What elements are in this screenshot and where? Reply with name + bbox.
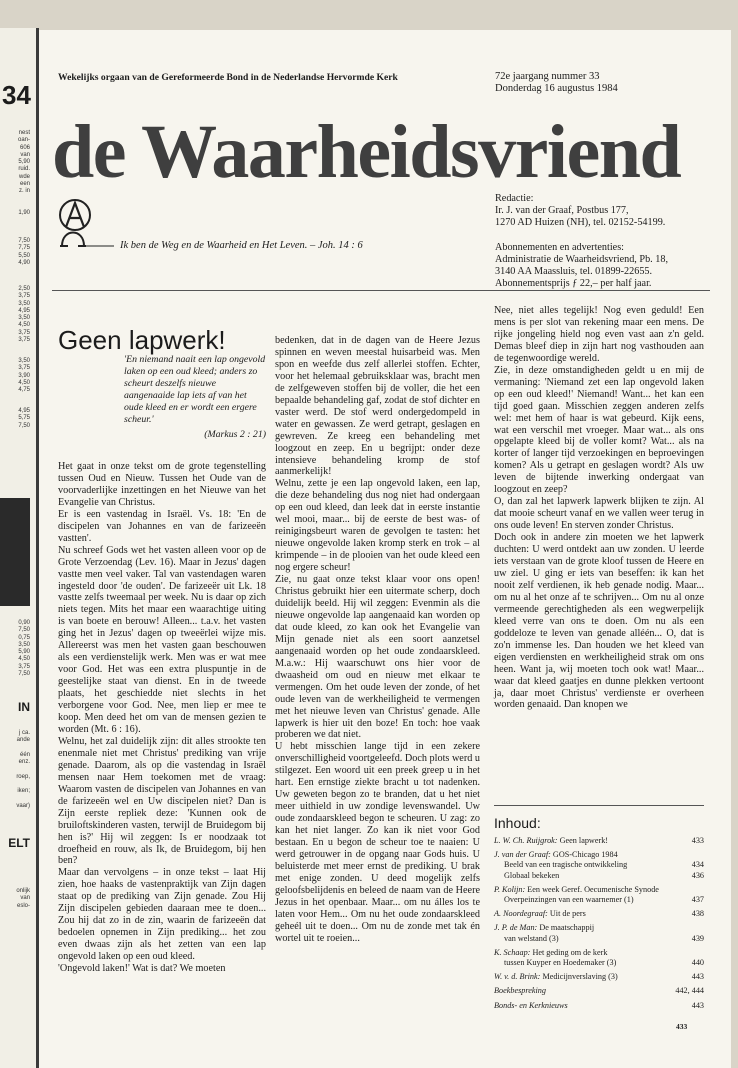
text-line: wde xyxy=(18,173,30,180)
text-line: een xyxy=(19,181,30,188)
paragraph: bedenken, dat in de dagen van de Heere Jezus spinnen en weven meestal huisarbeid was. Men spon en weefde dus zelf allerlei stoffen. Echter, voor het helemaal gebruiksklaar was, bracht men de zelfgeweven stoffen bij de voller, die het een bepaalde behandeling gaf, zodat de stof dichter en vaster werd. De stof werd ondergedompeld in water en gewassen. Ze werd getrapt, geslagen en gewreven. Ze kreeg een behandeling met loogzout en zeep. En u begrijpt: onder deze intensieve behandeling kromp de stof aanmerkelijk! xyxy=(275,335,480,478)
paragraph: 'Ongevold laken!' Wat is dat? We moeten xyxy=(58,963,226,975)
edge-column-f xyxy=(0,408,30,430)
edge-column-h xyxy=(0,730,30,810)
page-number: 433 xyxy=(676,1022,688,1031)
paragraph: U hebt misschien lange tijd in een zekere onverschilligheid voortgeleefd. Doch plots werd u stilgezet. Een woord uit een preek greep u in het hart. Een ernstige ziekte bracht u tot nadenken. Uw geweten begon zo te branden, dat u het niet meer uithield in uw zondige levenswandel. Uw oude zondaarskleed begon te scheuren. U zag: zo kan het niet langer. Zo kan ik niet voor God bestaan. En u begon de scheur toe te naaien: U werd getrouwer in de opgang naar Gods huis. U beluisterde met meer ernst de prediking. U brak met enige zonden. U deed mogelijk zelfs geloofsbelijdenis en beleed de naam van de Heere Jezus in het openbaar. Maar... om nu álles los te laten voor Hem... Om nu het oude zondaarskleed geheél uit te doen... Om nu de zonde met tak én wortel uit te roeien... xyxy=(275,741,480,944)
toc-author: Bonds- en Kerknieuws xyxy=(494,1000,568,1010)
text-line: Abonnementsprijs ƒ 22,– per half jaar. xyxy=(495,278,652,290)
paragraph: Doch ook in andere zin moeten we het lapwerk duchten: U werd ontdekt aan uw zonden. U leerde iets verstaan van de grote kloof tussen de Heere en uw ziel. U ging er iets van beseffen: ik kan het nooit zelf verdienen, ik heb genade nodig. Maar... om nu al het onze af te schrijven... Om nu al onze vermeende gerechtigheden als een wegwerpelijk kleed verre van ons te doen. Om nu als een goddeloze te leven van genade alléén... O, dat is zo'n immense les. Dan houden we het kleed van eigen verdiensten en werkheiligheid strak om ons heen. Want ja, wij moeten toch ook wat! Maar... waar dat kleed gaatjes en dunne plekken vertoont ja, daar moet Christus' verdienste er overheen worden genaaid. Dan knopen we xyxy=(494,532,704,711)
toc-entry xyxy=(494,836,704,846)
text-line: 4,50 xyxy=(18,656,30,663)
text-line: 1270 AD Huizen (NH), tel. 02152-54199. xyxy=(495,217,666,229)
edge-column-b xyxy=(0,210,30,217)
issue-volume: 72e jaargang nummer 33 xyxy=(495,71,600,82)
text-line: z. in xyxy=(18,188,30,195)
toc-line-text xyxy=(494,986,546,996)
text-line: enz. xyxy=(18,759,30,766)
text-line: 4,50 xyxy=(18,322,30,329)
toc-line-text xyxy=(494,958,616,968)
text-line: 7,50 xyxy=(18,422,30,429)
abonnementen-lines xyxy=(495,242,668,291)
text-line: 7,50 xyxy=(18,671,30,678)
text-line: 606 xyxy=(19,144,30,151)
toc-line-text xyxy=(494,1001,568,1011)
text-line: 3,50 xyxy=(18,300,30,307)
toc-line xyxy=(494,1001,704,1011)
paragraph: Het gaat in onze tekst om de grote tegenstelling tussen Oud en Nieuw. Tussen het Oude van de voorvaderlijke inzettingen en het Nieuwe van het Evangelie van Christus. xyxy=(58,461,266,508)
toc-line-text xyxy=(494,972,618,982)
edge-column-i xyxy=(0,888,30,910)
masthead-title: de Waarheidsvriend xyxy=(52,110,681,194)
text-line: iken; xyxy=(17,788,30,795)
tagline: Wekelijks orgaan van de Gereformeerde Bond in de Nederlandse Hervormde Kerk xyxy=(58,72,398,83)
edge-label-in: IN xyxy=(18,700,30,714)
edge-label-elt: ELT xyxy=(8,836,30,850)
toc-page: 437 xyxy=(691,895,704,905)
text-line: 7,50 xyxy=(18,238,30,244)
text-line: van xyxy=(20,895,30,902)
paragraph: Zie, nu gaat onze tekst klaar voor ons open! Christus gebruikt hier een uitermate scherp, doch duidelijk beeld. Hij wil zeggen: Evenmin als die nieuwe ongevolde lap aangenaaid kan worden op dat oude kleed, zo kan ook het Evangelie van Mijn genade niet als een soort aanzetsel aangenaaid worden op het oude zondaarskleed. M.a.w.: Hij waarschuwt ons hier voor de dwaasheid om oud en nieuw met elkaar te vermengen. Om het oude leven der zonde, of het oude leven van de werkheiligheid te vermengen met het nieuwe leven van Christus' genade. Alle lapwerk is hier uit den boze! En toch: hoe vaak proberen we dat niet. xyxy=(275,574,480,741)
toc-line xyxy=(494,934,704,944)
toc-line-text xyxy=(494,934,559,944)
text-line: Redactie: xyxy=(495,193,534,204)
paragraph: Nu schreef Gods wet het vasten alleen voor op de Grote Verzoendag (Lev. 16). Maar in Jezus' dagen vastte men veel vaker. Tal van vastendagen waren ingesteld door 'de ouden'. De farizeeër uit Lk. 18 vastte zelfs tweemaal per week. Nu is daar op zich niets tegen. Mits het maar een waarachtige uiting is van boete en berouw! Alleen... t.a.v. het vasten ging het in Jezus' dagen op tweeërlei wijze mis. Allereerst was men het vasten gaan beschouwen als een verdienstelijk werk. Men was er wat mee voor God. Het was een extra pluspuntje in de geestelijke staat van dienst. En in de tweede plaats, het geschiedde niet slechts in het verborgene voor God. Nee, men liep er mee te koop. Men deed het om van de mensen gezien te worden (Mt. 6 : 16). xyxy=(58,544,266,735)
toc-line-text xyxy=(494,850,618,860)
toc-title: Beeld van een tragische ontwikkeling xyxy=(504,860,628,870)
redactie-lines xyxy=(495,193,668,230)
toc-entry xyxy=(494,850,704,881)
toc-line-text xyxy=(494,909,586,919)
toc-entry xyxy=(494,923,704,943)
text-line: roep, xyxy=(16,773,30,780)
text-line: 4,75 xyxy=(18,387,30,394)
toc-line xyxy=(494,909,704,919)
toc-author: K. Schaap: xyxy=(494,947,531,957)
paragraph: Welnu, zette je een lap ongevold laken, een lap, die deze behandeling dus nog niet had ondergaan op een oud kleed, dan leek dat in eerste instantie wel mooi, maar... bij de eerste de best was- of reinigingsbeurt waren de gevolgen te tasten: het nieuwe ongevolde laken kromp sterk en trok – al krimpende – in de plooien van het oude kleed een nog ergere scheur! xyxy=(275,478,480,574)
text-line: 5,90 xyxy=(18,159,30,166)
toc-entry xyxy=(494,1001,704,1011)
toc-entry xyxy=(494,885,704,905)
table-of-contents xyxy=(494,836,704,1015)
article-column-2 xyxy=(275,335,480,945)
toc-line xyxy=(494,836,704,846)
toc-author: W. v. d. Brink: xyxy=(494,972,541,982)
edge-column-d xyxy=(0,286,30,344)
text-line: onlijk xyxy=(16,888,30,894)
alpha-omega-logo-icon xyxy=(58,198,116,250)
text-line xyxy=(0,796,30,803)
toc-page: 443 xyxy=(691,1000,704,1010)
toc-entry xyxy=(494,986,704,996)
toc-line-text xyxy=(494,895,634,905)
toc-line xyxy=(494,972,704,982)
toc-title: GOS-Chicago 1984 xyxy=(552,850,618,860)
toc-page: 433 xyxy=(691,836,704,845)
text-line: 3,75 xyxy=(18,293,30,300)
toc-line xyxy=(494,850,704,860)
paragraph: Nee, niet alles tegelijk! Nog even geduld! Een mens is per slot van rekening maar een mens. De rijke jongeling hield nog even vast aan z'n geld. Demas bleef diep in zijn hart nog vasthouden aan de tegenwoordige wereld. xyxy=(494,305,704,364)
toc-author: P. Kolijn: xyxy=(494,884,526,894)
text-line xyxy=(0,781,30,788)
toc-title: van welstand (3) xyxy=(504,933,559,943)
toc-line-text xyxy=(494,860,627,870)
article-quote xyxy=(124,354,266,441)
text-line: één xyxy=(19,751,30,758)
toc-page: 434 xyxy=(691,860,704,870)
inhoud-title: Inhoud: xyxy=(494,815,541,831)
toc-title: Een week Geref. Oecumenische Synode xyxy=(527,884,659,894)
edge-column-c xyxy=(0,238,30,267)
edge-issue-number: 34 xyxy=(2,80,31,110)
toc-page: 436 xyxy=(691,870,704,880)
text-line: j ca. xyxy=(18,730,30,736)
text-line: vaar) xyxy=(16,802,30,809)
text-line: 3,75 xyxy=(18,329,30,336)
text-line: 3,75 xyxy=(18,663,30,670)
text-line: Ir. J. van der Graaf, Postbus 177, xyxy=(495,205,629,217)
text-line: 7,50 xyxy=(18,627,30,634)
paragraph: Er is een vastendag in Israël. Vs. 18: 'En de discipelen van Johannes en van de farizeeën vastten'. xyxy=(58,508,266,544)
toc-page: 439 xyxy=(691,933,704,943)
toc-entry xyxy=(494,909,704,919)
redactie-block xyxy=(495,193,668,290)
toc-author: A. Noordegraaf: xyxy=(494,909,548,919)
edge-column-g xyxy=(0,620,30,678)
text-line: 5,50 xyxy=(18,252,30,259)
toc-line xyxy=(494,986,704,996)
text-line: 4,95 xyxy=(18,408,30,414)
toc-line xyxy=(494,885,704,895)
article-column-3 xyxy=(494,305,704,711)
text-line: 2,50 xyxy=(18,286,30,292)
edge-column-e xyxy=(0,358,30,394)
toc-title: Uit de pers xyxy=(549,909,586,919)
paragraph: Zie, in deze omstandigheden geldt u en mij de vermaning: 'Niemand zet een lap ongevold laken op een oud kleed!' Niemand! Want... het kan een tijd goed gaan. Misschien zeggen anderen zelfs wel: met hem of haar is wat gebeurd. Kijk eens, wat een verschil met vroeger. Maar wat... als ons opgelapte kleed bij de voller komt? Wat... als na korter of langer tijd verzoekingen en beproevingen komen? Als u getrapt en geslagen wordt? Als uw leven de bijtende inwerking ondergaat van loogzout en zeep? xyxy=(494,364,704,496)
toc-line xyxy=(494,923,704,933)
issue-date: Donderdag 16 augustus 1984 xyxy=(495,83,618,94)
text-line: 5,90 xyxy=(18,649,30,656)
text-line xyxy=(0,766,30,773)
text-line: 1,90 xyxy=(18,210,30,216)
edge-black-block xyxy=(0,498,30,606)
text-line: 3,50 xyxy=(18,641,30,648)
toc-title: De maatschappij xyxy=(539,923,595,933)
toc-page: 438 xyxy=(691,909,704,919)
toc-line-text xyxy=(494,923,594,933)
toc-page: 443 xyxy=(691,972,704,982)
toc-line xyxy=(494,948,704,958)
toc-title: Overpeinzingen van een waarnemer (1) xyxy=(504,895,634,905)
quote-reference: (Markus 2 : 21) xyxy=(204,429,266,441)
toc-line-text xyxy=(494,836,608,846)
toc-line-text xyxy=(494,885,659,895)
text-line: 3,50 xyxy=(18,315,30,322)
text-line: 0,75 xyxy=(18,634,30,641)
text-line: van xyxy=(20,151,30,158)
text-line: 7,75 xyxy=(18,245,30,252)
text-line: ruid. xyxy=(18,166,30,173)
left-page-edge xyxy=(0,28,39,1068)
text-line xyxy=(0,745,30,752)
text-line: nest xyxy=(18,130,30,136)
toc-line xyxy=(494,860,704,870)
paragraph: Welnu, het zal duidelijk zijn: dit alles strookte ten enenmale niet met Christus' prediking van vrije genade. Daarom, als op die vastendag in Israël mensen naar Hem toekomen met de vraag: Waarom vasten de discipelen van Johannes en van de farizeeën wel en Uw discipelen niet? Dan is Zijn eerste repliek deze: 'Kunnen ook de bruiloftskinderen vasten, terwijl de Bruidegom bij hen is?' Hij wil zeggen: Is er noodzaak tot droefheid en rouw, als Ik, de Bruidegom, bij hen ben? xyxy=(58,735,266,867)
toc-page: 442, 444 xyxy=(675,986,704,996)
toc-entry xyxy=(494,972,704,982)
paragraph: Maar dan vervolgens – in onze tekst – laat Hij zien, hoe haaks de vastenpraktijk van Zijn dagen staat op de prediking van Zijn genade. Zou Hij Zijn discipelen gebieden daaraan mee te doen... Zou hij dat zo in de zin, waarin de farizeeën dat bedoelen opnemen in Zijn prediking... het zou even dwaas zijn als het zetten van een lap ongevold laken op een oud kleed. xyxy=(58,867,266,963)
toc-title: Geen lapwerk! xyxy=(559,836,609,845)
toc-title: tussen Kuyper en Hoedemaker (3) xyxy=(504,958,617,968)
toc-author: L. W. Ch. Ruijgrok: xyxy=(494,836,558,845)
article-headline: Geen lapwerk! xyxy=(58,325,226,355)
text-line: 3,75 xyxy=(18,337,30,344)
text-line: eslo- xyxy=(16,902,30,909)
text-line: 4,50 xyxy=(18,379,30,386)
inhoud-rule xyxy=(494,805,704,806)
text-line: Administratie de Waarheidsvriend, Pb. 18, xyxy=(495,253,668,265)
text-line: 3,90 xyxy=(18,372,30,379)
toc-author: Boekbespreking xyxy=(494,986,546,996)
toc-line xyxy=(494,871,704,881)
paragraph: O, dan zal het lapwerk lapwerk blijken te zijn. Al dat mooie scheurt vanaf en we vallen weer terug in ons oude leven! En sterven zonder Christus. xyxy=(494,496,704,532)
edge-column-a xyxy=(0,130,30,196)
text-line: 4,90 xyxy=(18,259,30,266)
header-rule xyxy=(52,290,710,291)
toc-line-text xyxy=(494,948,607,958)
toc-author: J. van der Graaf: xyxy=(494,850,551,860)
toc-author: J. P. de Man: xyxy=(494,923,538,933)
toc-entry xyxy=(494,948,704,968)
article-column-1 xyxy=(58,461,266,975)
toc-line-text xyxy=(494,871,559,881)
toc-page: 440 xyxy=(691,958,704,968)
text-line: oan- xyxy=(17,137,30,144)
text-line: ande xyxy=(16,737,30,744)
text-line: 3140 AA Maassluis, tel. 01899-22655. xyxy=(495,266,653,278)
text-line: 4,95 xyxy=(18,307,30,314)
text-line: 5,75 xyxy=(18,415,30,422)
toc-title: Het geding om de kerk xyxy=(532,947,608,957)
text-line: Abonnementen en advertenties: xyxy=(495,241,624,253)
toc-title: Medicijnverslaving (3) xyxy=(542,972,618,982)
motto: Ik ben de Weg en de Waarheid en Het Leven. – Joh. 14 : 6 xyxy=(120,240,363,251)
text-line: 3,50 xyxy=(18,358,30,364)
quote-text: 'En niemand naait een lap ongevold laken op een oud kleed; anders zo scheurt deszelfs nieuwe aangenaaide lap iets af van het oude kleed en er wordt een ergere scheur.' xyxy=(124,354,266,425)
toc-title: Globaal bekeken xyxy=(504,870,560,880)
text-line: 0,90 xyxy=(18,620,30,626)
issue-info xyxy=(495,71,618,95)
toc-line xyxy=(494,895,704,905)
toc-line xyxy=(494,958,704,968)
text-line: 3,75 xyxy=(18,365,30,372)
